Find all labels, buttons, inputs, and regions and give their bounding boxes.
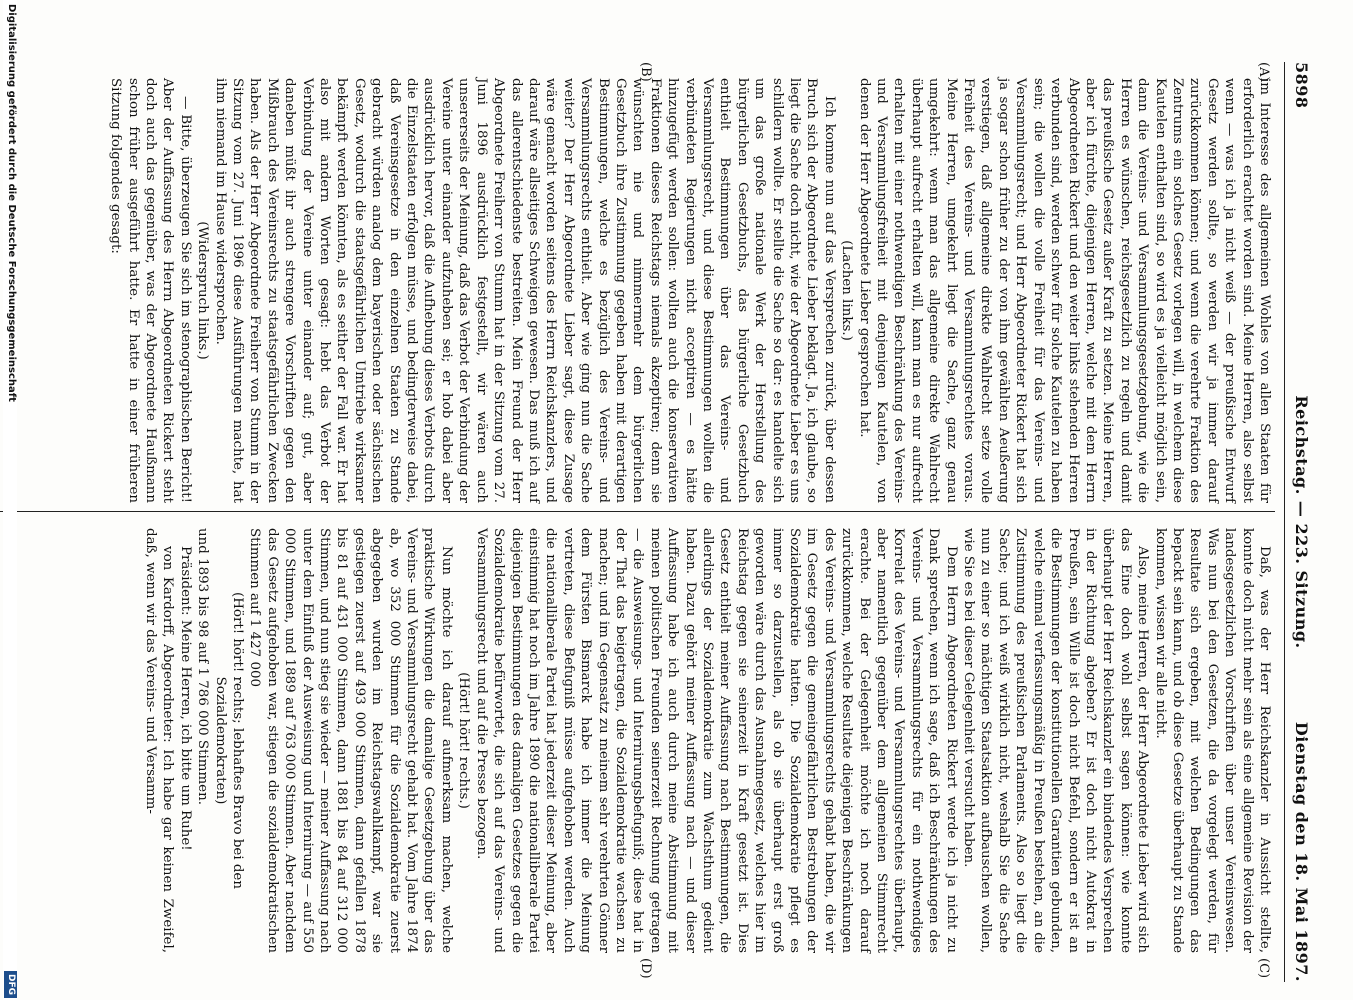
margin-marker-b: (B) xyxy=(638,62,653,82)
interjection: (Hört! hört! rechts; lebhaftes Bravo bei den Sozialdemokraten) xyxy=(212,591,246,889)
margin-marker-d: (D) xyxy=(638,958,653,979)
margin-marker-a: (A) xyxy=(1256,62,1271,82)
speaker-paragraph: Präsident: Meine Herren, ich bitte um Ruhe! xyxy=(177,546,193,851)
interjection: (Lachen links.) xyxy=(839,240,855,341)
digitization-footer xyxy=(3,0,17,1000)
paragraph: Dem Herrn Abgeordneten Rickert werde ich ja nicht zu Dank sprechen, wenn ich sage, daß ich Beschränkungen des Vereins- und Versammlungsrechts für ein nothwendiges Korrelat des Vereins- und Versammlungsrechtes überhaupt, aber namentlich gegenüber dem allgemeinen Stimmrecht erachte. Bei der Gelegenheit möchte ich noch darauf zurückkommen, welche Resultate diejenigen Beschränkungen des Vereins- und Versammlungsrechts gehabt haben, die wir im Gesetz gegen die gemeingefährlichen Bestrebungen der Sozialdemokratie hatten. Die Sozialdemokratie pflegt es immer so darzustellen, als ob sie überhaupt erst groß geworden wäre durch das Ausnahmegesetz, welches hier im Reichstag gegen sie seinerzeit in Kraft gesetzt ist. Dies Gesetz enthielt meiner Auffassung nach Bestimmungen, die allerdings der Sozialdemokratie zum Wachsthum gedient haben. Dazu gehört meiner Auffassung nach — und dieser Auffassung habe ich auch durch meine Abstimmung mit meinen politischen Freunden seinerzeit Rechnung getragen — die Ausweisungs- und Internirungsbefugniß; diese hat in der That das beigetragen, die Sozialdemokratie wachsen zu machen; und im Gegensatz zu meinem sehr verehrten Gönner dem Fürsten Bismarck habe ich immer die Meinung vertreten, diese Befugniß müsse aufgehoben werden. Auch die nationalliberale Partei hat jederzeit dieser Meinung, aber einstimmig hat noch im Jahre 1890 die nationalliberale Partei diejenigen Bestimmungen des damaligen Gesetzes gegen die Sozialdemokratie befürwortet, die sich auf das Vereins- und Versammlungsrecht und auf die Presse bezogen. xyxy=(473,528,959,953)
paragraph: Nun möchte ich darauf aufmerksam machen, welche praktische Wirkungen die damalige Gesetzgebung über das Vereins- und Versammlungsrecht gehabt hat. Vom Jahre 1874 ab, wo 352 000 Stimmen für die Sozialdemokratie zuerst abgegeben wurden im Reichstagswahlkampf, war sie gestiegen zuerst auf 493 000 Stimmen, dann gefallen 1878 bis 81 auf 431 000 Stimmen, dann 1881 bis 84 auf 312 000 Stimmen, und nun stieg sie wieder — meiner Auffassung nach unter dem Einfluß der Ausweisung und Internirung — auf 550 000 Stimmen, und 1889 auf 763 000 Stimmen. Aber nachdem das Gesetz aufgehoben war, stiegen die sozialdemokratischen Stimmen auf 1 427 000 xyxy=(247,528,454,953)
interjection: (Widerspruch links.) xyxy=(195,221,211,360)
left-column xyxy=(107,78,1273,503)
footer-text: Digitalisierung gefördert durch die Deutsche Forschungsgemeinschaft xyxy=(6,4,17,402)
page-number: 5898 xyxy=(1292,62,1311,109)
paragraph: im Interesse des allgemeinen Wohles von allen Staaten für erforderlich erachtet worden sind. Meine Herren, also selbst wenn — was ich ja nicht weiß — der preußische Entwurf Gesetz werden sollte, so werden wir ja immer darauf zurückkommen können; und wenn die verehrte Fraktion des Zentrums ein solches Gesetz vorlegen will, in welchem diese Kautelen enthalten sind, so wird es ja vielleicht möglich sein, dann die Vereins- und Versammlungsgesetzgebung, wie die Herren es wünschen, reichsgesetzlich zu regeln und damit das preußische Gesetz außer Kraft zu setzen. Meine Herren, aber ich fürchte, diejenigen Herren, welche mit dem Herrn Abgeordneten Rickert und den weiter links stehenden Herren verbunden sind, werden schwer für solche Kautelen zu haben sein; die wollen die volle Freiheit für das Vereins- und Versammlungsrecht; und Herr Abgeordneter Rickert hat sich ja sogar schon früher zu der von ihm gewählten Aeußerung verstiegen, daß allgemeine direkte Wahlrecht setze volle Freiheit des Vereins- und Versammlungsrechtes voraus. Meine Herren, umgekehrt liegt die Sache, ganz genau umgekehrt: wenn man das allgemeine direkte Wahlrecht überhaupt aufrecht erhalten will, kann man es nur aufrecht erhalten mit einer nothwendigen Beschränkung des Vereins- und Versammlungsfreiheit mit denjenigen Kautelen, von denen der Herr Abgeordnete Lieber gesprochen hat. xyxy=(856,78,1272,503)
interjection: (Hört! hört! rechts.) xyxy=(456,672,472,809)
page-title: Reichstag. — 223. Sitzung. xyxy=(1292,395,1311,649)
paragraph: und 1893 bis 98 auf 1 786 000 Stimmen. xyxy=(195,528,211,805)
speaker-paragraph: von Kardorff, Abgeordneter: Ich habe gar keinen Zweifel, daß, wenn wir das Vereins- und Versamm- xyxy=(143,528,176,953)
margin-marker-c: (C) xyxy=(1256,958,1271,979)
right-column xyxy=(142,528,1273,953)
paragraph: Ich komme nun auf das Versprechen zurück, über dessen Bruch sich der Abgeordnete Lieber beklagt. Ja, ich glaube, so liegt die Sache doch nicht, wie der Abgeordnete Lieber es uns schildern wollte. Er stellte die Sache so dar: es handelte sich um das große nationale Werk der Herstellung des bürgerlichen Gesetzbuchs, das bürgerliche Gesetzbuch enthielt Bestimmungen über das Vereins- und Versammlungsrecht, und diese Bestimmungen wollten die verbündeten Regierungen nicht acceptiren — es hätte hinzugefügt werden sollen: wollten auch die konservativen Fraktionen dieses Reichstags niemals akzeptiren; denn sie wünschten nie und nimmermehr dem bürgerlichen Gesetzbuch ihre Zustimmung gegeben haben mit derartigen Bestimmungen, welche es bezüglich des Vereins- und Versammlungsrechts enthielt. Aber wie ging nun die Sache weiter? Der Herr Abgeordnete Lieber sagt, diese Zusage wäre gemacht worden seitens des Herrn Reichskanzlers, und darauf wäre allseitiges Schweigen gewesen. Das muß ich auf das allerentschiedenste bestreiten. Mein Freund der Herr Abgeordnete Freiherr von Stumm hat in der Sitzung vom 27. Juni 1896 ausdrücklich festgestellt, wir wären auch unsererseits der Meinung, daß das Verbot der Verbindung der Vereine unter einander aufzuheben sei; er hob dabei aber ausdrücklich hervor, daß die Aufhebung dieses Verbots durch die Einzelstaaten erfolgen müsse, und bedingterweise dabei, daß Vereinsgesetze in den einzelnen Staaten zu Stande gebracht würden analog dem bayerischen oder sächsischen Gesetz, wodurch die staatsgefährlichen Umtriebe wirksamer bekämpft werden könnten, als es seither der Fall war. Er hat also mit andern Worten gesagt: hebt das Verbot der Verbindung der Vereine unter einander auf; gut, aber daneben müßt ihr auch strengere Vorschriften gegen den Mißbrauch des Vereinsrechts zu staatsgefährlichen Zwecken haben. Als der Herr Abgeordnete Freiherr von Stumm in der Sitzung vom 27. Juni 1896 diese Ausführungen machte, hat ihm niemand im Hause widersprochen. xyxy=(212,78,837,503)
page-header xyxy=(1284,62,1313,982)
paragraph: Also, meine Herren, der Herr Abgeordnete Lieber wird sich das Eine doch wohl selbst sagen können: wie konnte überhaupt der Herr Reichskanzler ein bindendes Versprechen in der Richtung abgeben? Er ist doch nicht Autokrat in Preußen, sein Wille ist doch nicht Befehl, sondern er ist an die Bestimmungen der konstitutionellen Garantien gebunden, welche einmal verfassungsmäßig in Preußen bestehen, an die Zustimmung des preußischen Parlaments. Also so liegt die Sache; und ich weiß wirklich nicht, weshalb Sie die Sache nun zu einer so mächtigen Staatsaktion aufbauschen wollen, wie Sie es bei dieser Gelegenheit versucht haben. xyxy=(961,528,1151,953)
session-date: Dienstag den 18. Mai 1897. xyxy=(1292,721,1311,982)
quoted-paragraph: Daß, was der Herr Reichskanzler in Aussicht stellte, konnte doch nicht mehr sein als eine allgemeine Revision der landesgesetzlichen Vorschriften über unser Vereinswesen. Was nun bei den Gesetzen, die da vorgelegt werden, für Resultate sich ergeben, mit welchen Bedingungen das bepackt sein kann, und ob diese Gesetze überhaupt zu Stande kommen, wissen wir alle nicht. xyxy=(1152,528,1272,953)
paragraph: — Bitte, überzeugen Sie sich im stenographischen Bericht! Aber der Auffassung des Herrn Abgeordneten Rickert steht doch auch das gegenüber, was der Abgeordnete Haußmann schon früher ausgeführt hatte. Er hatte in einer früheren Sitzung folgendes gesagt: xyxy=(108,78,193,503)
column-divider xyxy=(0,511,1275,512)
dfg-logo-icon: DFG xyxy=(4,971,17,998)
